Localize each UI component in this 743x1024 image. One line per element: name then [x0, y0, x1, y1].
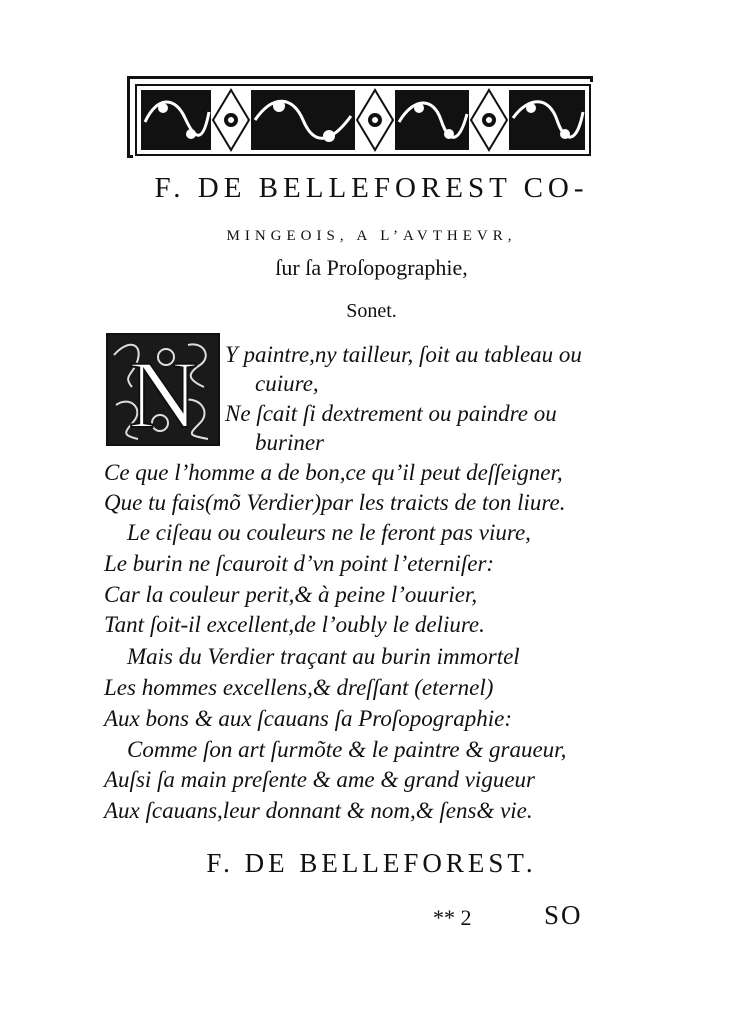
sonnet-line-10: Les hommes excellens,& dreſſant (eternel) — [104, 675, 494, 700]
sonnet-line-5: Le ciſeau ou couleurs ne le feront pas viure, — [127, 520, 531, 545]
sonnet-line-9: Mais du Verdier traçant au burin immortel — [127, 644, 520, 669]
signature-mark: ** 2 — [433, 905, 472, 930]
sonnet-line-13: Auſsi ſa main preſente & ame & grand vigueur — [104, 767, 535, 792]
sonnet-line-1a: Y paintre,ny tailleur, ſoit au tableau ou — [225, 342, 582, 367]
sonnet-line-1b: cuiure, — [255, 371, 319, 396]
sonnet-line-2b: buriner — [255, 430, 324, 455]
sonnet-line-3: Ce que l’homme a de bon,ce qu’il peut deſſeigner, — [104, 460, 563, 485]
heading-subject: ſur ſa Proſopographie, — [275, 255, 468, 280]
sonnet-line-14: Aux ſcauans,leur donnant & nom,& ſens& vie. — [104, 798, 533, 823]
decorated-initial-icon — [106, 333, 220, 446]
sonnet-line-7: Car la couleur perit,& à peine l’ouurier, — [104, 582, 478, 607]
sonnet-line-11: Aux bons & aux ſcauans ſa Proſopographie: — [104, 706, 512, 731]
sonnet-line-8: Tant ſoit-il excellent,de l’oubly le deliure. — [104, 612, 485, 637]
sonnet-line-12: Comme ſon art ſurmõte & le paintre & graueur, — [127, 737, 567, 762]
sonnet-line-6: Le burin ne ſcauroit d’vn point l’eterniſer: — [104, 551, 495, 576]
ornamental-headpiece-icon — [127, 76, 593, 158]
sonnet-line-2a: Ne ſcait ſi dextrement ou paindre ou — [225, 401, 557, 426]
svg-text:N: N — [128, 341, 198, 444]
sonnet-line-4: Que tu fais(mõ Verdier)par les traicts de ton liure. — [104, 490, 566, 515]
heading-author: F. DE BELLEFOREST CO- — [154, 172, 589, 204]
catchword: SO — [544, 900, 583, 930]
signature: F. DE BELLEFOREST. — [206, 848, 537, 878]
heading-address: MINGEOIS, A L’AVTHEVR, — [226, 228, 517, 244]
heading-form: Sonet. — [346, 300, 397, 322]
